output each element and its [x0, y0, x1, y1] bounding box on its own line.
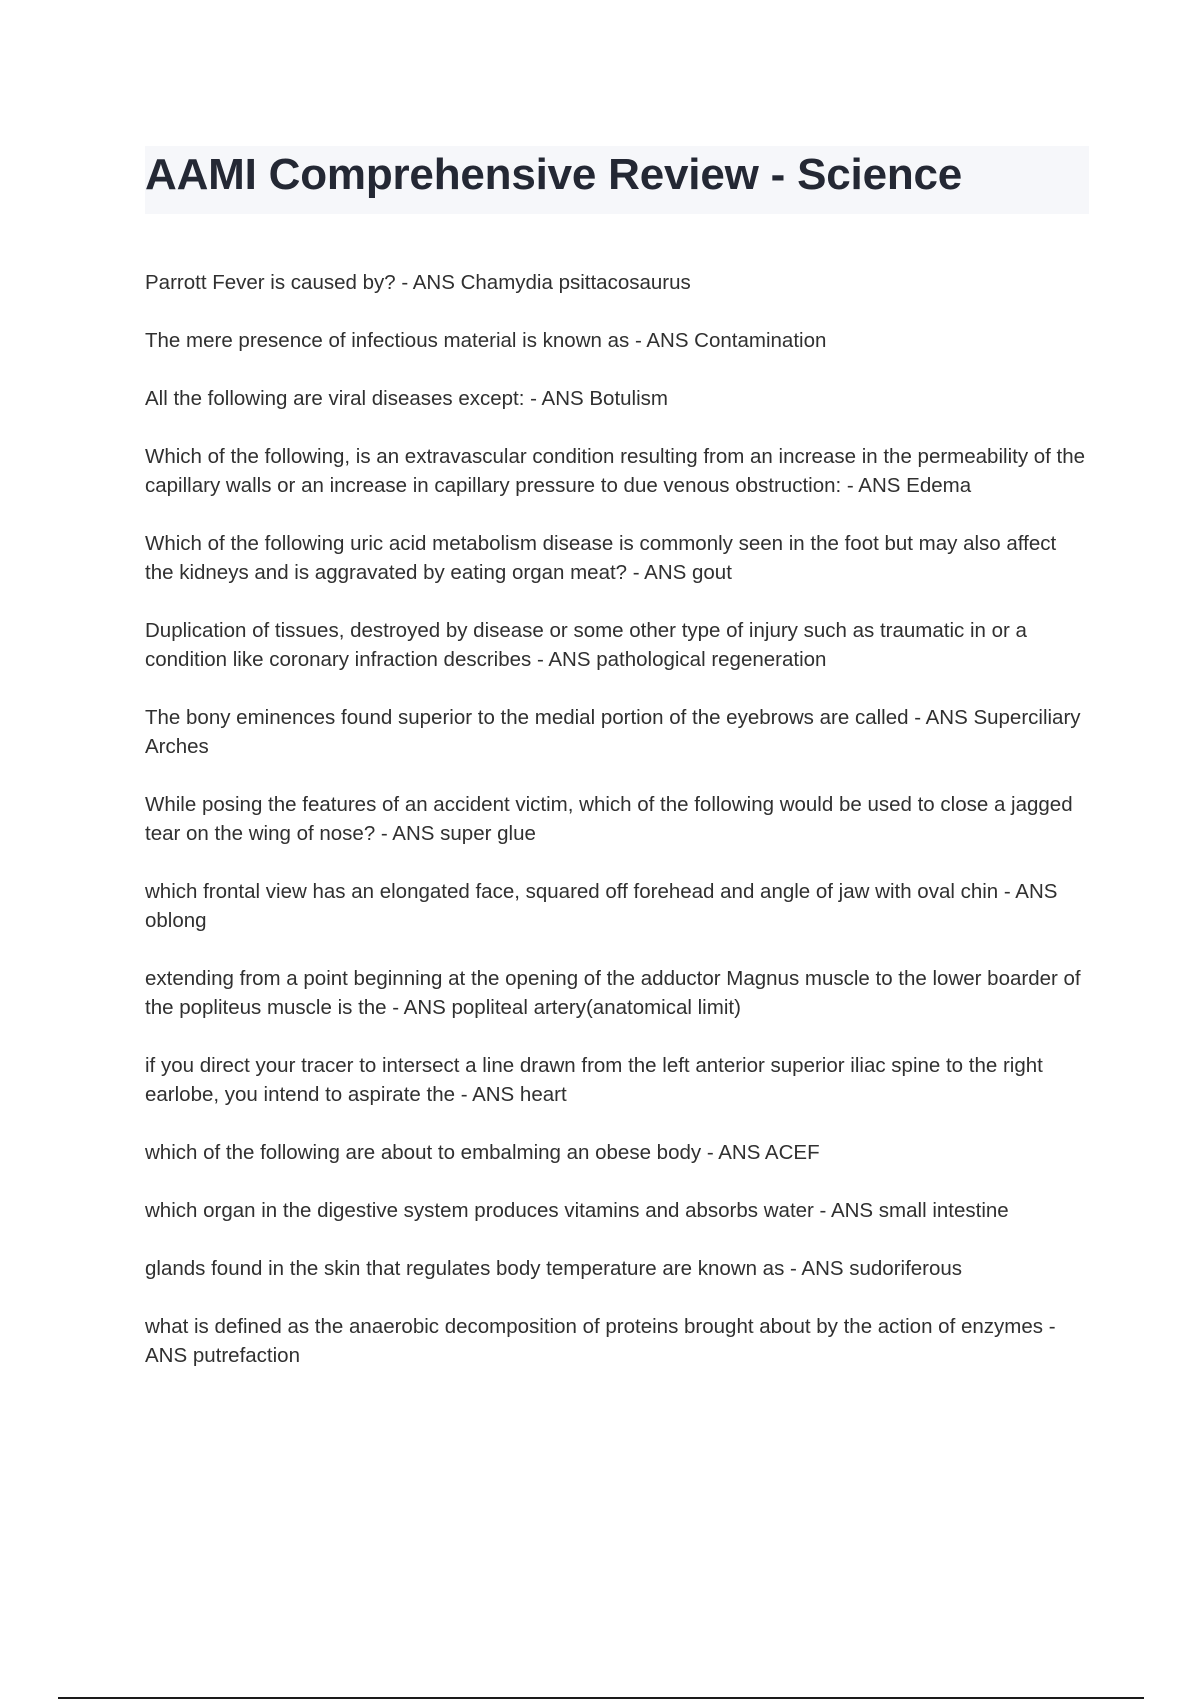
qa-item: While posing the features of an accident victim, which of the following would be used to close a jagged tear on the wing of nose? - ANS super glue	[145, 793, 1073, 845]
qa-item: The mere presence of infectious material is known as - ANS Contamination	[145, 329, 827, 352]
qa-item: if you direct your tracer to intersect a line drawn from the left anterior superior iliac spine to the right earlobe, you intend to aspirate the - ANS heart	[145, 1054, 1043, 1106]
qa-item: extending from a point beginning at the opening of the adductor Magnus muscle to the lower boarder of the popliteus muscle is the - ANS popliteal artery(anatomical limit)	[145, 967, 1081, 1019]
qa-list	[145, 268, 1089, 1399]
qa-item: what is defined as the anaerobic decomposition of proteins brought about by the action of enzymes - ANS putrefaction	[145, 1315, 1056, 1367]
qa-item: Which of the following uric acid metabolism disease is commonly seen in the foot but may also affect the kidneys and is aggravated by eating organ meat? - ANS gout	[145, 532, 1057, 584]
qa-item: Which of the following, is an extravascular condition resulting from an increase in the permeability of the capillary walls or an increase in capillary pressure to due venous obstruction: - ANS Edema	[145, 445, 1086, 497]
footer-divider	[58, 1697, 1144, 1699]
qa-item: which of the following are about to embalming an obese body - ANS ACEF	[145, 1141, 820, 1164]
qa-item: The bony eminences found superior to the medial portion of the eyebrows are called - ANS Superciliary Arches	[145, 706, 1081, 758]
qa-item: glands found in the skin that regulates body temperature are known as - ANS sudoriferous	[145, 1257, 963, 1280]
title-banner	[145, 146, 1089, 214]
qa-item: Parrott Fever is caused by? - ANS Chamydia psittacosaurus	[145, 271, 691, 294]
page-title: AAMI Comprehensive Review - Science	[145, 150, 963, 199]
qa-item: Duplication of tissues, destroyed by disease or some other type of injury such as traumatic in or a condition like coronary infraction describes - ANS pathological regeneration	[145, 619, 1027, 671]
qa-item: All the following are viral diseases except: - ANS Botulism	[145, 387, 668, 410]
qa-item: which organ in the digestive system produces vitamins and absorbs water - ANS small intestine	[145, 1199, 1009, 1222]
qa-item: which frontal view has an elongated face, squared off forehead and angle of jaw with oval chin - ANS oblong	[145, 880, 1058, 932]
